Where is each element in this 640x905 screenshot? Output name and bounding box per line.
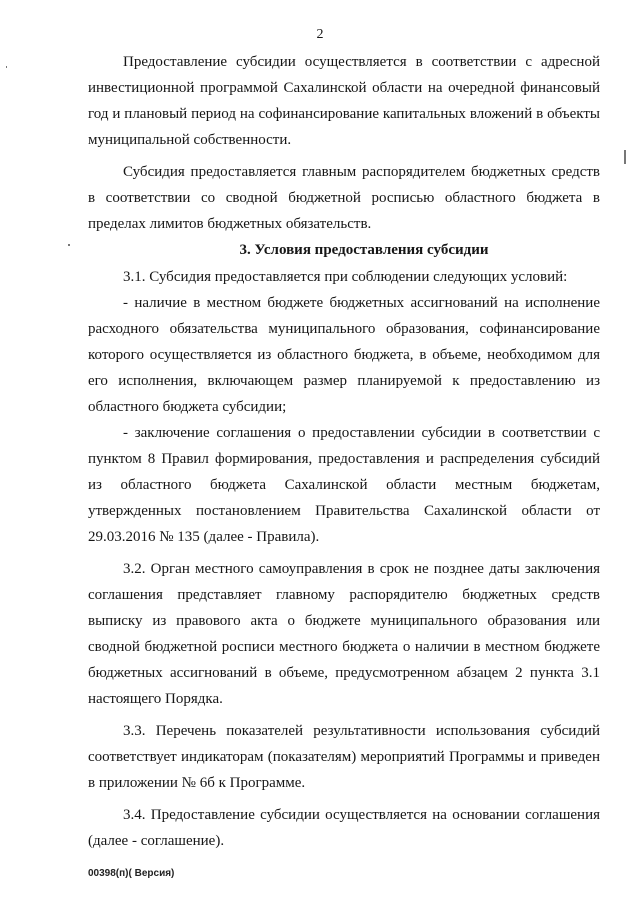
document-body — [88, 49, 600, 854]
page-number: 2 — [316, 27, 324, 42]
scan-speck — [68, 244, 70, 246]
scan-speck — [6, 66, 7, 68]
paragraph: - наличие в местном бюджете бюджетных ассигнований на исполнение расходного обязательства муниципального образования, софинансирование которого осуществляется из областного бюджета, в объеме, необходимом для его исполнения, включающем размер планируемой к предоставлению из областного бюджета субсидии; — [88, 295, 600, 415]
paragraph: Субсидия предоставляется главным распорядителем бюджетных средств в соответствии со сводной бюджетной росписью областного бюджета в пределах лимитов бюджетных обязательств. — [88, 164, 600, 232]
paragraph: 3.2. Орган местного самоуправления в срок не позднее даты заключения соглашения представляет главному распорядителю бюджетных средств выписку из правового акта о бюджете муниципального образования или сводной бюджетной росписи местного бюджета о наличии в местном бюджете бюджетных ассигнований в объеме, предусмотренном абзацем 2 пункта 3.1 настоящего Порядка. — [88, 561, 600, 707]
paragraph: - заключение соглашения о предоставлении субсидии в соответствии с пунктом 8 Правил формирования, предоставления и распределения субсидий из областного бюджета Сахалинской области местным бюджетам, утвержденных постановлением Правительства Сахалинской области от 29.03.2016 № 135 (далее - Правила). — [88, 425, 600, 545]
paragraph: 3.1. Субсидия предоставляется при соблюдении следующих условий: — [123, 269, 568, 285]
paragraph: Предоставление субсидии осуществляется в соответствии с адресной инвестиционной программой Сахалинской области на очередной финансовый год и плановый период на софинансирование капитальных вложений в объекты муниципальной собственности. — [88, 54, 600, 148]
paragraph: 3.4. Предоставление субсидии осуществляется на основании соглашения (далее - соглашение). — [88, 807, 600, 849]
section-heading: 3. Условия предоставления субсидии — [239, 242, 489, 258]
paragraph: 3.3. Перечень показателей результативности использования субсидий соответствует индикаторам (показателям) мероприятий Программы и приведен в приложении № 6б к Программе. — [88, 723, 600, 791]
document-footer-code: 00398(п)( Версия) — [88, 868, 175, 879]
scan-speck — [624, 150, 626, 164]
